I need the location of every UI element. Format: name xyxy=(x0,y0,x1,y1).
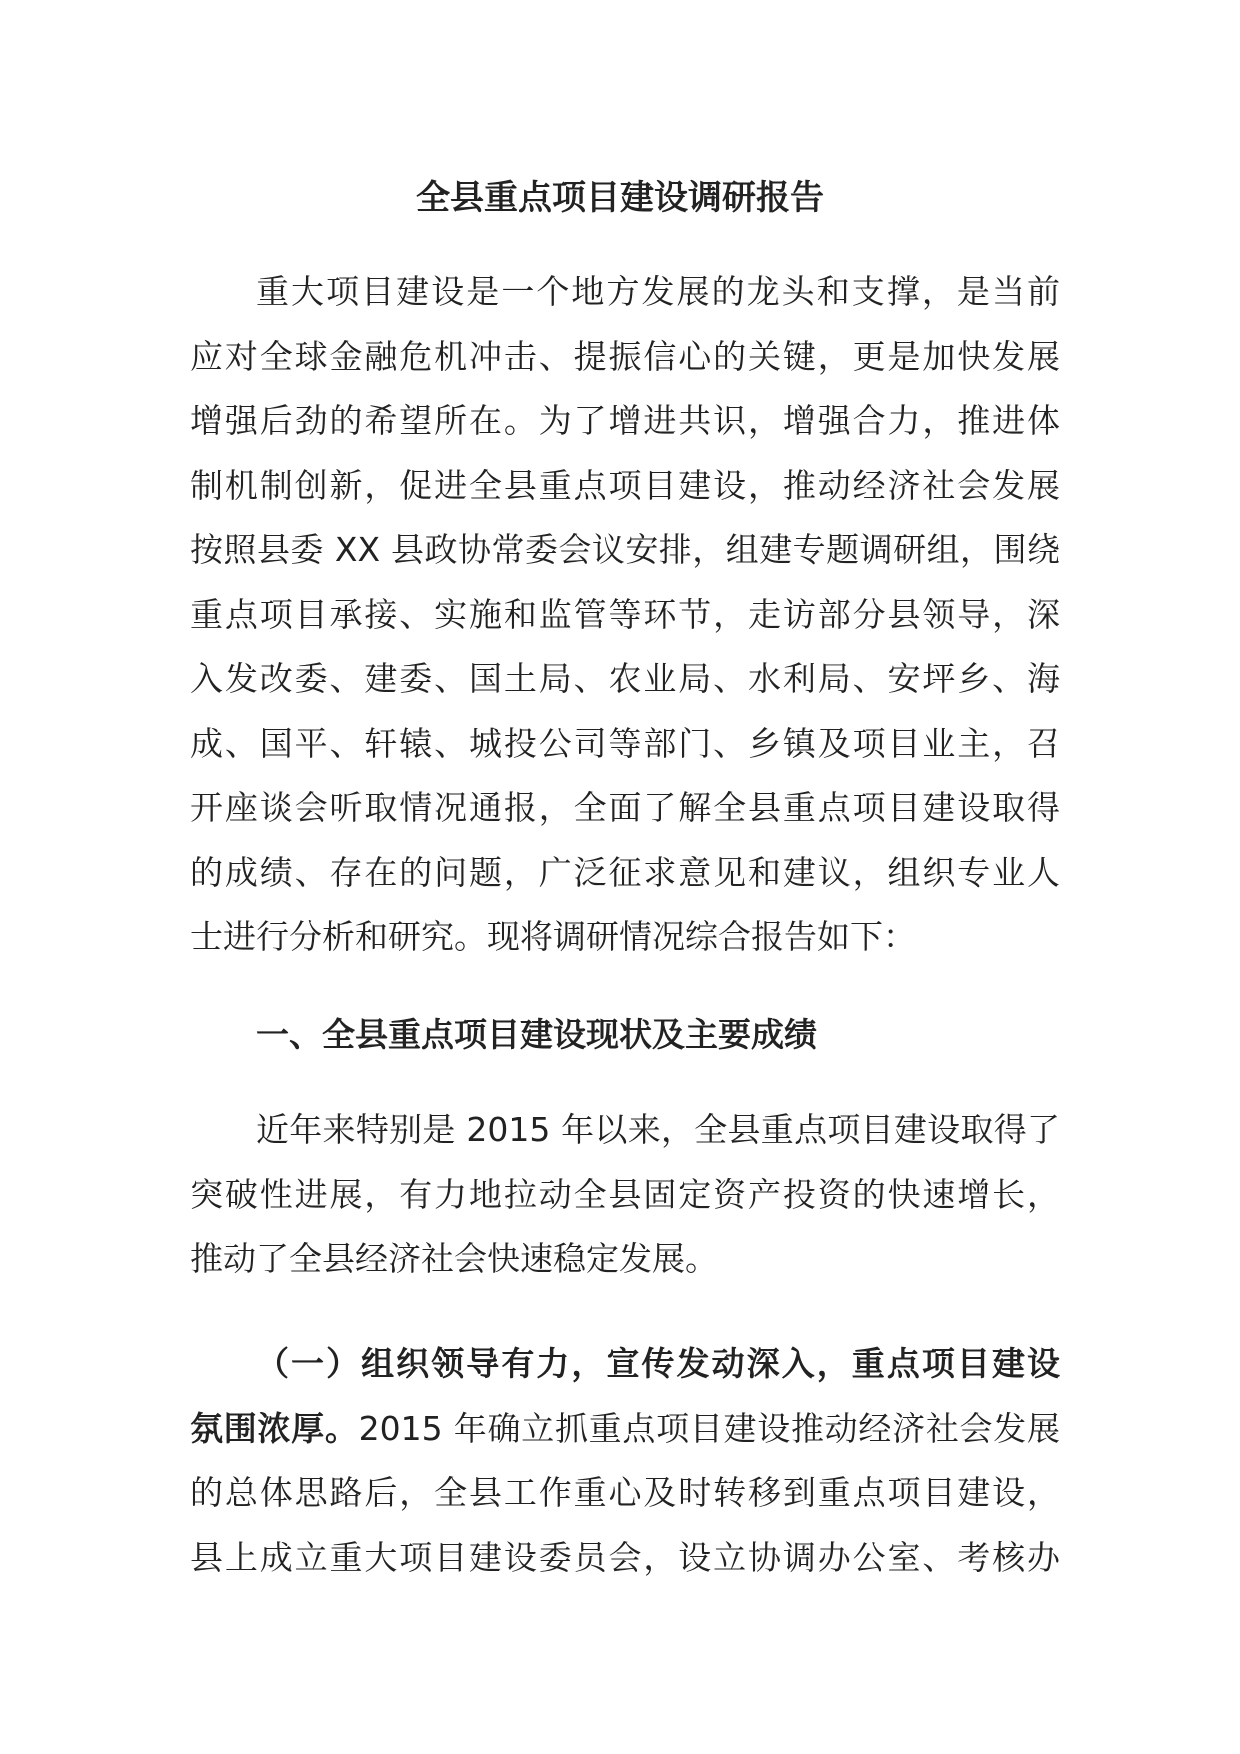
document-title: 全县重点项目建设调研报告 xyxy=(416,178,824,218)
paragraph-line: 重点项目承接、实施和监管等环节，走访部分县领导，深 xyxy=(190,594,1060,634)
paragraph-line: 开座谈会听取情况通报，全面了解全县重点项目建设取得 xyxy=(190,788,1060,827)
paragraph-line: 县上成立重大项目建设委员会，设立协调办公室、考核办 xyxy=(190,1537,1060,1577)
paragraph-line: 重大项目建设是一个地方发展的龙头和支撑，是当前 xyxy=(256,272,1060,311)
paragraph-line: 的总体思路后，全县工作重心及时转移到重点项目建设， xyxy=(190,1473,1060,1512)
paragraph-text: 2015 年确立抓重点项目建设推动经济社会发展 xyxy=(358,1408,1060,1448)
paragraph-line xyxy=(190,1397,1060,1462)
paragraph-line: 推动了全县经济社会快速稳定发展。 xyxy=(190,1239,718,1278)
paragraph-line: 按照县委 XX 县政协常委会议安排，组建专题调研组，围绕 xyxy=(190,530,1060,569)
paragraph-line: 近年来特别是 2015 年以来，全县重点项目建设取得了 xyxy=(256,1110,1060,1149)
paragraph-line: 应对全球金融危机冲击、提振信心的关键，更是加快发展 xyxy=(190,336,1060,376)
paragraph-line: 入发改委、建委、国土局、农业局、水利局、安坪乡、海 xyxy=(190,659,1060,698)
section1-paragraph xyxy=(190,1098,1060,1292)
paragraph-line: 成、国平、轩辕、城投公司等部门、乡镇及项目业主，召 xyxy=(190,723,1060,763)
section-heading: 一、全县重点项目建设现状及主要成绩 xyxy=(256,1015,817,1054)
paragraph-line: 的成绩、存在的问题，广泛征求意见和建议，组织专业人 xyxy=(190,852,1060,892)
paragraph-line: 突破性进展，有力地拉动全县固定资产投资的快速增长， xyxy=(190,1174,1060,1214)
subsection-heading-tail: 氛围浓厚。 xyxy=(190,1408,359,1448)
intro-paragraph xyxy=(190,260,1060,970)
paragraph-line: 增强后劲的希望所在。为了增进共识，增强合力，推进体 xyxy=(190,401,1060,440)
subsection-heading-line: （一）组织领导有力，宣传发动深入，重点项目建设 xyxy=(256,1344,1060,1383)
subsection1-paragraph xyxy=(190,1332,1060,1590)
paragraph-line: 士进行分析和研究。现将调研情况综合报告如下： xyxy=(190,917,916,956)
paragraph-line: 制机制创新，促进全县重点项目建设，推动经济社会发展 xyxy=(190,465,1060,505)
